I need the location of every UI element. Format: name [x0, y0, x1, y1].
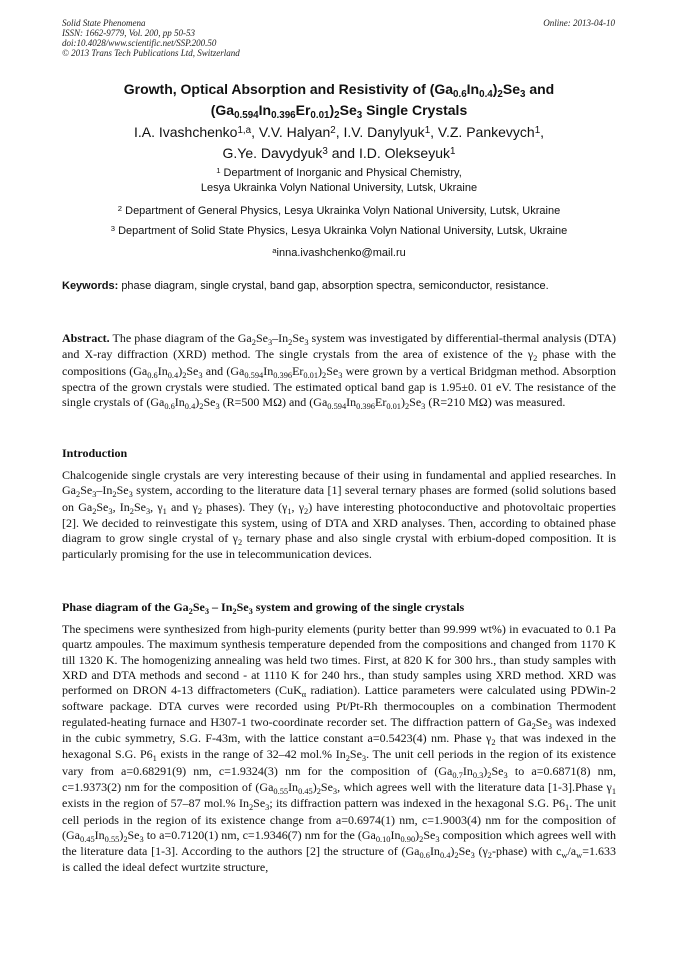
keywords-label: Keywords:: [62, 280, 119, 292]
corresponding-email: $^a$inna.ivashchenko@mail.ru: [272, 245, 406, 259]
introduction-text: Chalcogenide single crystals are very interesting because of their using in fundamental and applied researches. In $Ga_2Se_3-In_2Se_3$ system, according to the literature data [1] several ternary phases are formed (solid solutions based on $Ga_2Se_3$, $In_2Se_3$, $\gamma_1$ and $\gamma_2$ phases). They ($\gamma_1$, $\gamma_2$) have interesting photoconductive and photovoltaic properties [2]. We decided to reinvestigate this system, using of DTA and XRD analyses. Then, according to obtained phase diagram to grow single crystal of $\gamma_2$ ternary phase and also single crystal with erbium-doped composition. It is particularly promising for the use in telecommunication devices.: [62, 468, 616, 562]
keywords-text: phase diagram, single crystal, band gap, absorption spectra, semiconductor, resistance.: [121, 280, 549, 292]
journal-copyright: © 2013 Trans Tech Publications Ltd, Switzerland: [62, 48, 240, 58]
author-list: I.A. Ivashchenko$^{1,a}$, V.V. Halyan$^2$, I.V. Danylyuk$^1$, V.Z. Pankevych$^1$, G.Ye. Davydyuk$^3$ and I.D. Olekseyuk$^1$: [133, 124, 545, 161]
abstract-label: Abstract.: [62, 331, 110, 345]
keywords: [62, 279, 616, 293]
phase-diagram-text: The specimens were synthesized from high-purity elements (purity better than 99.999 wt%) in evacuated to 0.1 Pa quartz ampoules. The maximum synthesis temperature depended from the compositions and changed from 1170 K till 1320 K. The homogenizing annealing was held two times. First, at 820 K for 300 hrs., than study samples with XRD and DTA methods and second - at 1110 K for 240 hrs., than study samples using XRD method. XRD was performed on DRON 4-13 diffractometers (CuK$_\alpha$ radiation). Lattice parameters were calculated using PDWin-2 software package. DTA curves were recorded using Pt/Pt-Rh thermocouples on a combination Thermodent regulated-heating furnace and H307-1 two-coordinate recorder set. The diffraction pattern of $Ga_2Se_3$ was indexed in the cubic symmetry, S.G. F-43m, with the lattice constant a=0.5423(4) nm. Phase $\gamma_2$ that was indexed in the hexagonal S.G. $P6_1$ exists in the range of 32–42 mol.% $In_2Se_3$. The unit cell periods in the region of its existence vary from a=0.68291(9) nm, c=1.9324(3) nm for the composition of $(Ga_{0.7}In_{0.3})_2Se_3$ to a=0.6871(8) nm, c=1.9373(2) nm for the composition of $(Ga_{0.55}In_{0.45})_2Se_3$, which agrees well with the literature data [1-3].Phase $\gamma_1$ exists in the region of 57–87 mol.% $In_2Se_3$; its diffraction pattern was indexed in the hexagonal S.G. $P6_1$. The unit cell periods in the region of its existence change from a=0.6974(1) nm, c=1.9003(4) nm for the composition of $(Ga_{0.45}In_{0.55})_2Se_3$ to a=0.7120(1) nm, c=1.9346(7) nm for the $(Ga_{0.10}In_{0.90})_2Se_3$ composition which agrees well with the literature data [1-3]. According to the authors [2] the structure of $(Ga_{0.6}In_{0.4})_2Se_3$ $(\gamma_2-phase)$ with $c_w/a_w=1.633$ is called the ideal defect wurtzite structure,: [62, 622, 617, 875]
affiliation-3: $^3$ Department of Solid State Physics, Lesya Ukrainka Volyn National University, Lutsk, Ukraine: [110, 223, 568, 237]
heading-phase-diagram: Phase diagram of the $Ga_2Se_3 - In_2Se_3$ system and growing of the single crystals: [62, 600, 465, 616]
journal-issn: ISSN: 1662-9779, Vol. 200, pp 50-53: [62, 28, 195, 38]
journal-doi: doi:10.4028/www.scientific.net/SSP.200.50: [62, 38, 217, 48]
abstract: Abstract. The phase diagram of the $Ga_2Se_3-In_2Se_3$ system was investigated by differential-thermal analysis (DTA) and X-ray diffraction (XRD) method. The single crystals from the area of existence of the $\gamma_2$ phase with the compositions $(Ga_{0.6}In_{0.4})_2Se_3$ and $(Ga_{0.594}In_{0.396}Er_{0.01})_2Se_3$ were grown by a vertical Bridgman method. Absorption spectra of the grown crystals were studied. The estimated optical band gap is 1.95±0. 01 eV. The resistance of the single crystals of $(Ga_{0.6}In_{0.4})_2Se_3$ (R=500 MΩ) and $(Ga_{0.594}In_{0.396}Er_{0.01})_2Se_3$ (R=210 MΩ) was measured.: [62, 331, 616, 412]
affiliation-2: $^2$ Department of General Physics, Lesya Ukrainka Volyn National University, Lutsk, Ukraine: [117, 203, 561, 217]
heading-introduction: Introduction: [62, 446, 128, 460]
affiliation-1: $^1$ Department of Inorganic and Physical Chemistry, Lesya Ukrainka Volyn National University, Lutsk, Ukraine: [200, 165, 478, 194]
journal-header: [62, 18, 240, 58]
journal-name: Solid State Phenomena: [62, 18, 146, 28]
online-date: Online: 2013-04-10: [543, 18, 615, 28]
paper-title: Growth, Optical Absorption and Resistivity of $(Ga_{0.6}In_{0.4})_2Se_3$ and $(Ga_{0.594}In_{0.396}Er_{0.01})_2Se_3$ Single Crystals: [123, 81, 555, 122]
